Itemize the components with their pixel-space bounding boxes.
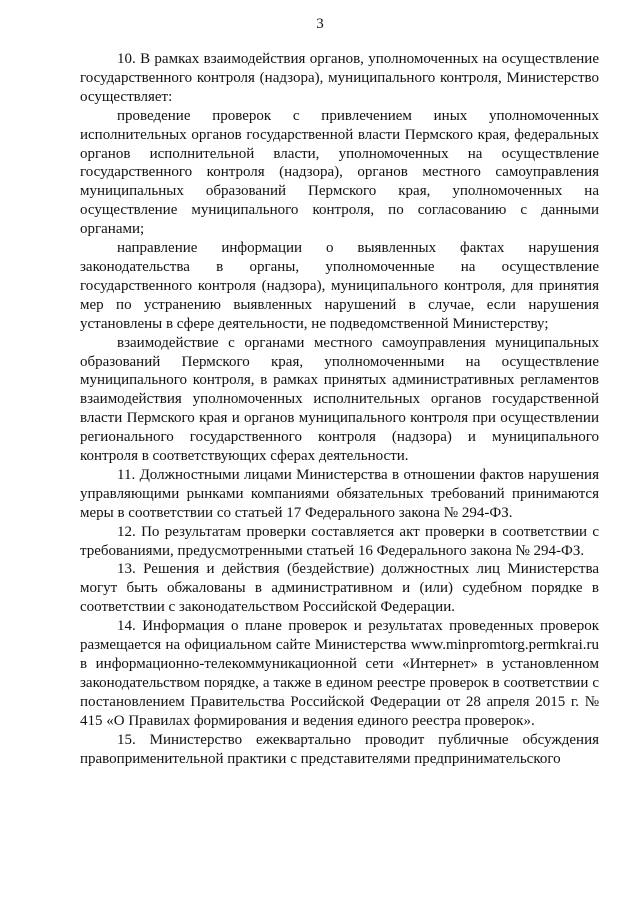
- paragraph-14: 14. Информация о плане проверок и результатах проведенных проверок размещается на официальном сайте Министерства www.minpromtorg.permkrai.ru в информационно-телекоммуникационной сети «Интернет» в установленном законодательством порядке, а также в едином реестре проверок в соответствии с постановлением Правительства Российской Федерации от 28 апреля 2015 г. № 415 «О Правилах формирования и ведения единого реестра проверок».: [80, 618, 599, 729]
- paragraph-10-item-cooperation: взаимодействие с органами местного самоуправления муниципальных образований Пермского края, уполномоченными на осуществление муниципального контроля, в рамках принятых административных регламентов взаимодействия уполномоченных исполнительных органов государственной власти Пермского края и органов муниципального контроля при осуществлении регионального государственного контроля (надзора) и муниципального контроля в соответствующих сферах деятельности.: [80, 334, 599, 465]
- paragraph-12: 12. По результатам проверки составляется акт проверки в соответствии с требованиями, предусмотренными статьей 16 Федерального закона № 294-ФЗ.: [80, 523, 599, 559]
- paragraph-10-item-information: направление информации о выявленных фактах нарушения законодательства в органы, уполномоченные на осуществление государственного контроля (надзора), муниципального контроля, для принятия мер по устранению выявленных нарушений в случае, если нарушения установлены в сфере деятельности, не подведомственной Министерству;: [80, 240, 599, 332]
- paragraph-15: 15. Министерство ежеквартально проводит публичные обсуждения правоприменительной практики с представителями предпринимательского: [80, 731, 599, 767]
- page-number: 3: [316, 16, 324, 32]
- paragraph-11: 11. Должностными лицами Министерства в отношении фактов нарушения управляющими рынками компаниями обязательных требований принимаются меры в соответствии со статьей 17 Федерального закона № 294-ФЗ.: [80, 466, 599, 521]
- paragraph-10-item-inspections: проведение проверок с привлечением иных уполномоченных исполнительных органов государственной власти Пермского края, федеральных органов исполнительной власти, уполномоченных на осуществление государственного контроля (надзора), органов местного самоуправления муниципальных образований Пермского края, уполномоченных на осуществление муниципального контроля, по согласованию с данными органами;: [80, 107, 599, 238]
- paragraph-10-intro: 10. В рамках взаимодействия органов, уполномоченных на осуществление государственного контроля (надзора), муниципального контроля, Министерство осуществляет:: [80, 51, 599, 105]
- paragraph-13: 13. Решения и действия (бездействие) должностных лиц Министерства могут быть обжалованы в административном и (или) судебном порядке в соответствии с законодательством Российской Федерации.: [80, 561, 599, 616]
- document-body: [80, 50, 599, 768]
